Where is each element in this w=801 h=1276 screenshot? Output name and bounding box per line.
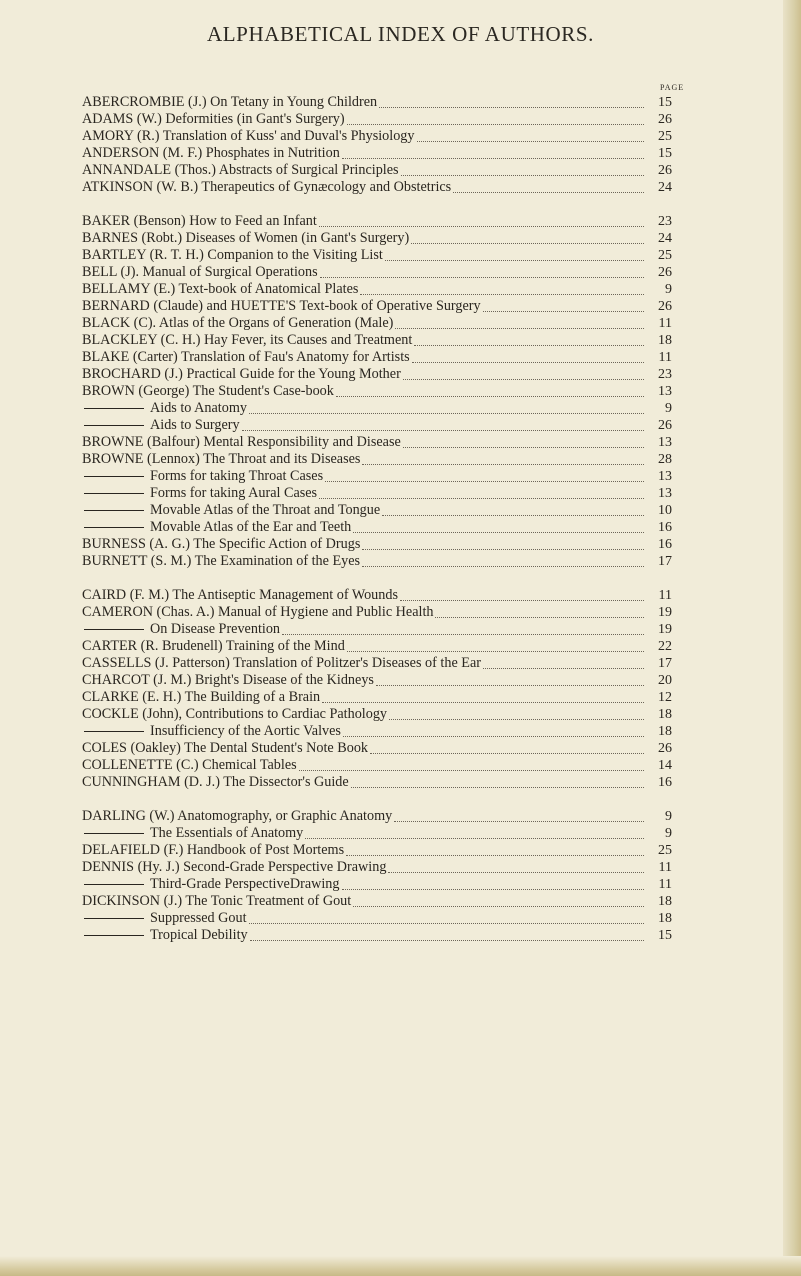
entry-page-number: 24 [658, 180, 672, 195]
entry-page-number: 22 [658, 639, 672, 654]
dot-leader [343, 735, 644, 737]
entry-text: Third-Grade PerspectiveDrawing [82, 876, 340, 893]
dot-leader [435, 616, 644, 618]
entry-page-number: 25 [658, 843, 672, 858]
index-subentry [82, 723, 672, 740]
entry-page-number: 26 [658, 112, 672, 127]
dot-leader [382, 514, 644, 516]
entry-page-number: 15 [658, 928, 672, 943]
index-entry [82, 179, 672, 196]
entry-page-number: 11 [658, 860, 672, 875]
entry-text: BAKER (Benson) How to Feed an Infant [82, 213, 317, 229]
index-subentry [82, 417, 672, 434]
entry-text: CARTER (R. Brudenell) Training of the Mind [82, 638, 345, 654]
entry-text: ABERCROMBIE (J.) On Tetany in Young Children [82, 94, 378, 110]
entry-page-number: 23 [658, 214, 672, 229]
entry-page-number: 26 [658, 741, 672, 756]
dot-leader [362, 548, 644, 550]
dot-leader [395, 327, 644, 329]
entry-page-number: 26 [658, 163, 672, 178]
dot-leader [414, 344, 644, 346]
index-entry [82, 638, 672, 655]
entry-text: BERNARD (Claude) and HUETTE'S Text-book of Operative Surgery [82, 298, 481, 314]
entry-text: BARTLEY (R. T. H.) Companion to the Visiting List [82, 247, 383, 263]
entry-page-number: 18 [658, 724, 672, 739]
index-subentry [82, 876, 672, 893]
index-entry [82, 757, 672, 774]
index-entry [82, 162, 672, 179]
index-entry [82, 247, 672, 264]
dot-leader [389, 718, 644, 720]
dot-leader [376, 684, 644, 686]
index-entry [82, 672, 672, 689]
entry-page-number: 13 [658, 469, 672, 484]
dot-leader [412, 361, 644, 363]
index-subentry [82, 485, 672, 502]
dot-leader [483, 310, 644, 312]
entry-page-number: 11 [658, 316, 672, 331]
dot-leader [282, 633, 644, 635]
entry-text: CAMERON (Chas. A.) Manual of Hygiene and Public Health [82, 604, 434, 620]
entry-page-number: 13 [658, 384, 672, 399]
entry-text: Insufficiency of the Aortic Valves [82, 723, 341, 740]
index-entry [82, 706, 672, 723]
entry-text: BROCHARD (J.) Practical Guide for the Young Mother [82, 366, 401, 382]
entry-page-number: 26 [658, 265, 672, 280]
entry-text: BROWN (George) The Student's Case-book [82, 383, 334, 399]
dot-leader [342, 888, 645, 890]
entry-text: On Disease Prevention [82, 621, 280, 638]
dot-leader [360, 293, 644, 295]
dot-leader [403, 378, 644, 380]
dot-leader [353, 531, 644, 533]
dot-leader [336, 395, 644, 397]
page-title: ALPHABETICAL INDEX OF AUTHORS. [206, 22, 595, 46]
index-entry [82, 281, 672, 298]
entry-text: ADAMS (W.) Deformities (in Gant's Surgery) [82, 111, 345, 127]
index-entry [82, 434, 672, 451]
entry-text: ANDERSON (M. F.) Phosphates in Nutrition [82, 145, 340, 161]
index-entry [82, 842, 672, 859]
dot-leader [325, 480, 644, 482]
dot-leader [394, 820, 644, 822]
entry-text: DENNIS (Hy. J.) Second-Grade Perspective Drawing [82, 859, 387, 875]
dot-leader [400, 599, 644, 601]
index-group [82, 587, 672, 791]
entry-text: BLACKLEY (C. H.) Hay Fever, its Causes and Treatment [82, 332, 413, 348]
index-entry [82, 315, 672, 332]
entry-text: CUNNINGHAM (D. J.) The Dissector's Guide [82, 774, 349, 790]
index-subentry [82, 468, 672, 485]
entry-page-number: 9 [665, 809, 672, 824]
index-entry [82, 128, 672, 145]
entry-text: Aids to Anatomy [82, 400, 247, 417]
page-edge-shadow [783, 0, 801, 1276]
index-subentry [82, 825, 672, 842]
entry-page-number: 28 [658, 452, 672, 467]
dot-leader [320, 276, 644, 278]
index-entry [82, 774, 672, 791]
index-entry [82, 587, 672, 604]
entry-page-number: 15 [658, 146, 672, 161]
entry-text: BELLAMY (E.) Text-book of Anatomical Plates [82, 281, 359, 297]
index-entry [82, 383, 672, 400]
index-entry [82, 94, 672, 111]
index-entry [82, 451, 672, 468]
entry-page-number: 18 [658, 707, 672, 722]
dot-leader [319, 497, 644, 499]
entry-page-number: 25 [658, 129, 672, 144]
entry-text: Forms for taking Aural Cases [82, 485, 317, 502]
dot-leader [417, 140, 645, 142]
entry-text: CLARKE (E. H.) The Building of a Brain [82, 689, 321, 705]
author-index [82, 94, 672, 961]
index-entry [82, 145, 672, 162]
entry-text: CAIRD (F. M.) The Antiseptic Management of Wounds [82, 587, 398, 603]
entry-page-number: 11 [658, 877, 672, 892]
entry-text: CASSELLS (J. Patterson) Translation of Politzer's Diseases of the Ear [82, 655, 481, 671]
index-entry [82, 893, 672, 910]
dot-leader [249, 922, 644, 924]
dot-leader [453, 191, 644, 193]
entry-text: BELL (J). Manual of Surgical Operations [82, 264, 318, 280]
index-entry [82, 366, 672, 383]
entry-text: Forms for taking Throat Cases [82, 468, 323, 485]
dot-leader [305, 837, 644, 839]
entry-page-number: 10 [658, 503, 672, 518]
page-column-label: PAGE [660, 83, 685, 92]
index-entry [82, 332, 672, 349]
entry-page-number: 26 [658, 299, 672, 314]
page-bottom-edge [0, 1256, 801, 1276]
dot-leader [249, 412, 644, 414]
entry-page-number: 15 [658, 95, 672, 110]
index-entry [82, 740, 672, 757]
index-entry [82, 604, 672, 621]
entry-text: BLAKE (Carter) Translation of Fau's Anatomy for Artists [82, 349, 410, 365]
entry-text: BURNESS (A. G.) The Specific Action of Drugs [82, 536, 361, 552]
entry-page-number: 13 [658, 486, 672, 501]
entry-text: BARNES (Robt.) Diseases of Women (in Gant's Surgery) [82, 230, 410, 246]
dot-leader [319, 225, 644, 227]
entry-page-number: 19 [658, 605, 672, 620]
entry-text: ANNANDALE (Thos.) Abstracts of Surgical Principles [82, 162, 399, 178]
index-subentry [82, 400, 672, 417]
index-subentry [82, 910, 672, 927]
dot-leader [347, 650, 644, 652]
dot-leader [299, 769, 644, 771]
entry-page-number: 12 [658, 690, 672, 705]
entry-text: Aids to Surgery [82, 417, 240, 434]
entry-text: Suppressed Gout [82, 910, 247, 927]
entry-text: COLES (Oakley) The Dental Student's Note Book [82, 740, 369, 756]
entry-page-number: 24 [658, 231, 672, 246]
index-entry [82, 536, 672, 553]
entry-text: Movable Atlas of the Throat and Tongue [82, 502, 380, 519]
entry-text: COCKLE (John), Contributions to Cardiac Pathology [82, 706, 388, 722]
dot-leader [388, 871, 644, 873]
entry-text: Movable Atlas of the Ear and Teeth [82, 519, 351, 536]
entry-page-number: 18 [658, 911, 672, 926]
entry-page-number: 26 [658, 418, 672, 433]
entry-page-number: 23 [658, 367, 672, 382]
entry-text: DELAFIELD (F.) Handbook of Post Mortems [82, 842, 345, 858]
dot-leader [362, 463, 644, 465]
dot-leader [370, 752, 644, 754]
entry-text: The Essentials of Anatomy [82, 825, 303, 842]
index-entry [82, 213, 672, 230]
dot-leader [351, 786, 644, 788]
dot-leader [242, 429, 644, 431]
index-entry [82, 553, 672, 570]
entry-page-number: 16 [658, 775, 672, 790]
index-subentry [82, 502, 672, 519]
entry-page-number: 9 [665, 401, 672, 416]
index-entry [82, 230, 672, 247]
entry-page-number: 9 [665, 826, 672, 841]
entry-text: DICKINSON (J.) The Tonic Treatment of Gout [82, 893, 352, 909]
index-subentry [82, 927, 672, 944]
entry-text: BLACK (C). Atlas of the Organs of Generation (Male) [82, 315, 394, 331]
entry-text: Tropical Debility [82, 927, 248, 944]
entry-page-number: 18 [658, 333, 672, 348]
dot-leader [346, 854, 644, 856]
entry-page-number: 14 [658, 758, 672, 773]
entry-page-number: 25 [658, 248, 672, 263]
entry-text: AMORY (R.) Translation of Kuss' and Duval's Physiology [82, 128, 415, 144]
entry-page-number: 11 [658, 350, 672, 365]
index-group [82, 213, 672, 570]
index-subentry [82, 621, 672, 638]
entry-page-number: 17 [658, 656, 672, 671]
entry-text: BROWNE (Lennox) The Throat and its Diseases [82, 451, 361, 467]
dot-leader [342, 157, 644, 159]
entry-text: DARLING (W.) Anatomography, or Graphic Anatomy [82, 808, 393, 824]
index-subentry [82, 519, 672, 536]
dot-leader [411, 242, 644, 244]
entry-text: CHARCOT (J. M.) Bright's Disease of the Kidneys [82, 672, 374, 688]
dot-leader [401, 174, 644, 176]
entry-page-number: 18 [658, 894, 672, 909]
entry-page-number: 13 [658, 435, 672, 450]
entry-page-number: 16 [658, 537, 672, 552]
dot-leader [362, 565, 644, 567]
entry-page-number: 17 [658, 554, 672, 569]
index-group [82, 94, 672, 196]
dot-leader [250, 939, 644, 941]
entry-page-number: 19 [658, 622, 672, 637]
index-group [82, 808, 672, 944]
index-entry [82, 298, 672, 315]
entry-text: BURNETT (S. M.) The Examination of the Eyes [82, 553, 361, 569]
entry-page-number: 16 [658, 520, 672, 535]
dot-leader [379, 106, 644, 108]
dot-leader [403, 446, 644, 448]
entry-text: COLLENETTE (C.) Chemical Tables [82, 757, 297, 773]
index-entry [82, 808, 672, 825]
index-entry [82, 111, 672, 128]
entry-page-number: 11 [658, 588, 672, 603]
entry-page-number: 20 [658, 673, 672, 688]
index-entry [82, 859, 672, 876]
dot-leader [322, 701, 644, 703]
entry-text: ATKINSON (W. B.) Therapeutics of Gynæcology and Obstetrics [82, 179, 452, 195]
dot-leader [347, 123, 644, 125]
dot-leader [353, 905, 644, 907]
index-entry [82, 264, 672, 281]
dot-leader [483, 667, 644, 669]
index-entry [82, 349, 672, 366]
index-entry [82, 655, 672, 672]
entry-text: BROWNE (Balfour) Mental Responsibility and Disease [82, 434, 401, 450]
index-entry [82, 689, 672, 706]
dot-leader [385, 259, 644, 261]
entry-page-number: 9 [665, 282, 672, 297]
